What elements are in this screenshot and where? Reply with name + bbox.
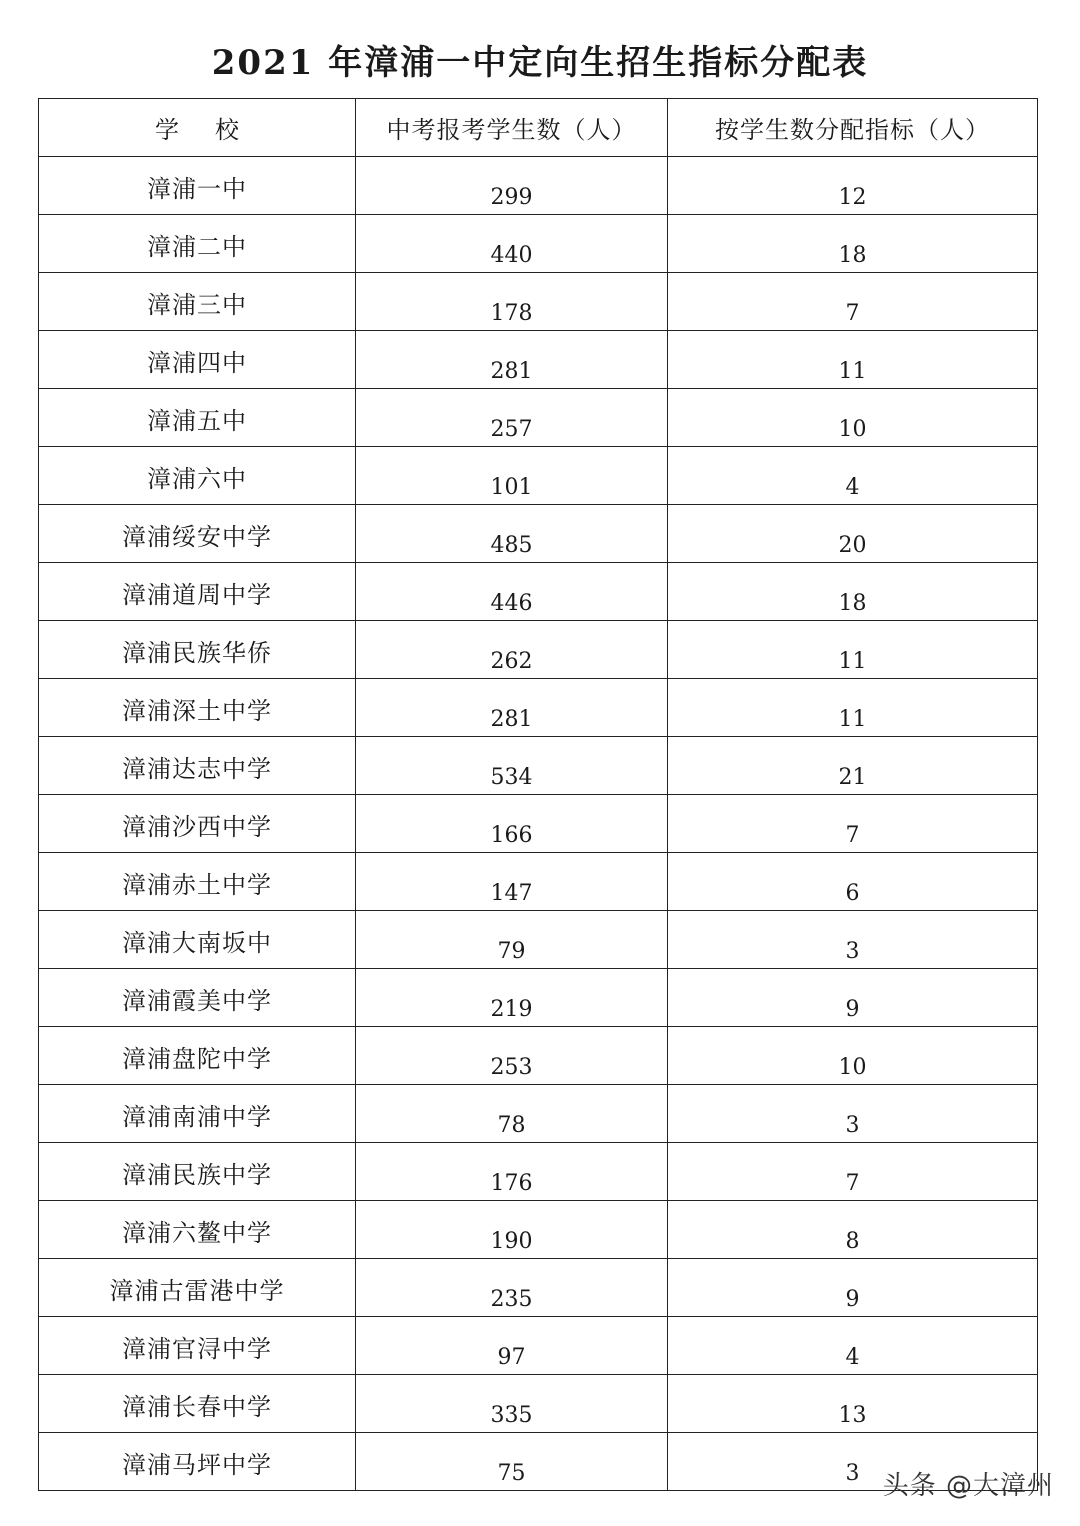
cell-school: 漳浦沙西中学 <box>39 795 356 853</box>
table-row <box>39 273 1038 331</box>
cell-school: 漳浦盘陀中学 <box>39 1027 356 1085</box>
cell-quota: 11 <box>668 621 1038 679</box>
cell-quota: 7 <box>668 273 1038 331</box>
table-row <box>39 331 1038 389</box>
cell-applicants: 147 <box>356 853 668 911</box>
table-row <box>39 215 1038 273</box>
cell-school: 漳浦赤土中学 <box>39 853 356 911</box>
cell-applicants: 166 <box>356 795 668 853</box>
cell-applicants: 446 <box>356 563 668 621</box>
cell-school: 漳浦霞美中学 <box>39 969 356 1027</box>
cell-quota: 9 <box>668 969 1038 1027</box>
cell-applicants: 235 <box>356 1259 668 1317</box>
cell-quota: 11 <box>668 679 1038 737</box>
cell-school: 漳浦四中 <box>39 331 356 389</box>
table-row <box>39 853 1038 911</box>
table-row <box>39 737 1038 795</box>
table-row <box>39 621 1038 679</box>
table-row <box>39 969 1038 1027</box>
cell-quota: 3 <box>668 911 1038 969</box>
cell-quota: 11 <box>668 331 1038 389</box>
cell-applicants: 257 <box>356 389 668 447</box>
cell-school: 漳浦南浦中学 <box>39 1085 356 1143</box>
cell-school: 漳浦二中 <box>39 215 356 273</box>
cell-quota: 10 <box>668 1027 1038 1085</box>
cell-quota: 10 <box>668 389 1038 447</box>
cell-applicants: 78 <box>356 1085 668 1143</box>
cell-applicants: 219 <box>356 969 668 1027</box>
cell-applicants: 335 <box>356 1375 668 1433</box>
cell-applicants: 253 <box>356 1027 668 1085</box>
cell-quota: 18 <box>668 215 1038 273</box>
page-title: 2021 年漳浦一中定向生招生指标分配表 <box>211 43 869 83</box>
table-row <box>39 679 1038 737</box>
cell-school: 漳浦三中 <box>39 273 356 331</box>
cell-school: 漳浦民族华侨 <box>39 621 356 679</box>
cell-school: 漳浦六鳌中学 <box>39 1201 356 1259</box>
cell-applicants: 262 <box>356 621 668 679</box>
cell-quota: 8 <box>668 1201 1038 1259</box>
table-row <box>39 389 1038 447</box>
cell-quota: 13 <box>668 1375 1038 1433</box>
table-row <box>39 1317 1038 1375</box>
cell-quota: 7 <box>668 795 1038 853</box>
table-row <box>39 157 1038 215</box>
cell-quota: 12 <box>668 157 1038 215</box>
cell-applicants: 79 <box>356 911 668 969</box>
cell-school: 漳浦民族中学 <box>39 1143 356 1201</box>
cell-quota: 3 <box>668 1085 1038 1143</box>
cell-school: 漳浦六中 <box>39 447 356 505</box>
cell-applicants: 178 <box>356 273 668 331</box>
cell-school: 漳浦官浔中学 <box>39 1317 356 1375</box>
table-row <box>39 1201 1038 1259</box>
cell-quota: 6 <box>668 853 1038 911</box>
cell-school: 漳浦马坪中学 <box>39 1433 356 1491</box>
cell-applicants: 190 <box>356 1201 668 1259</box>
cell-applicants: 75 <box>356 1433 668 1491</box>
cell-school: 漳浦古雷港中学 <box>39 1259 356 1317</box>
table-row <box>39 795 1038 853</box>
cell-applicants: 440 <box>356 215 668 273</box>
table-header-row <box>39 99 1038 157</box>
cell-quota: 4 <box>668 447 1038 505</box>
table-row <box>39 505 1038 563</box>
cell-school: 漳浦一中 <box>39 157 356 215</box>
cell-quota: 20 <box>668 505 1038 563</box>
cell-applicants: 101 <box>356 447 668 505</box>
cell-applicants: 97 <box>356 1317 668 1375</box>
table-body <box>39 157 1038 1491</box>
header-school: 学校 <box>39 99 356 157</box>
cell-school: 漳浦达志中学 <box>39 737 356 795</box>
cell-quota: 9 <box>668 1259 1038 1317</box>
cell-school: 漳浦道周中学 <box>39 563 356 621</box>
table-row <box>39 1375 1038 1433</box>
cell-school: 漳浦绥安中学 <box>39 505 356 563</box>
cell-applicants: 281 <box>356 331 668 389</box>
cell-quota: 4 <box>668 1317 1038 1375</box>
table-row <box>39 1143 1038 1201</box>
table-row <box>39 1027 1038 1085</box>
cell-quota: 21 <box>668 737 1038 795</box>
cell-applicants: 281 <box>356 679 668 737</box>
cell-school: 漳浦五中 <box>39 389 356 447</box>
header-quota: 按学生数分配指标（人） <box>668 99 1038 157</box>
quota-table <box>38 98 1038 1491</box>
table-row <box>39 563 1038 621</box>
cell-quota: 3 <box>668 1433 1038 1491</box>
cell-applicants: 485 <box>356 505 668 563</box>
cell-applicants: 176 <box>356 1143 668 1201</box>
table-row <box>39 447 1038 505</box>
cell-applicants: 299 <box>356 157 668 215</box>
cell-school: 漳浦大南坂中 <box>39 911 356 969</box>
header-applicants: 中考报考学生数（人） <box>356 99 668 157</box>
cell-school: 漳浦深土中学 <box>39 679 356 737</box>
table-row <box>39 911 1038 969</box>
table-row <box>39 1085 1038 1143</box>
cell-quota: 18 <box>668 563 1038 621</box>
cell-school: 漳浦长春中学 <box>39 1375 356 1433</box>
table-row <box>39 1259 1038 1317</box>
cell-applicants: 534 <box>356 737 668 795</box>
watermark: 头条 @大漳州 <box>882 1471 1054 1501</box>
cell-quota: 7 <box>668 1143 1038 1201</box>
